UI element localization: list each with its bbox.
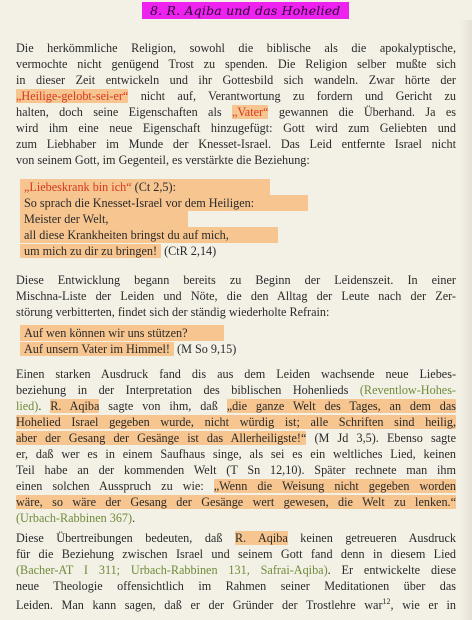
- footnote-marker[interactable]: 12: [382, 597, 391, 606]
- p3-line-2: [16, 382, 456, 398]
- p3-line-5-rest: (M Jd 3,5). Ebenso sagte: [306, 431, 456, 445]
- p3-line-8-a: einen solchen Ausspruch zu wie:: [16, 479, 214, 493]
- quote-allerheiligste: aber der Gesang der Gesänge ist das Allerheiligste!“: [16, 431, 307, 445]
- p4-line-5-text: Leiden. Man kann sagen, daß er der Gründer der Trostlehre war: [16, 598, 383, 613]
- quote1-red: „Liebeskrank bin ich“: [24, 180, 132, 194]
- p3-line-6: er, daß wer es in einem Saufhaus singe, als sei es ein weltliches Lied, keinen: [16, 447, 456, 461]
- quote2-line-1: Auf wen können wir uns stützen?: [20, 325, 224, 341]
- p3-line-3-b: sagte von ihm, daß: [99, 399, 227, 413]
- name-r-aqiba: R. Aqiba: [50, 399, 100, 413]
- p3-line-3: [16, 398, 456, 414]
- quote1-line-4: all diese Krankheiten bringst du auf mich,: [20, 227, 278, 243]
- ref-reventlow: (Reventlow-Hohes-: [359, 383, 456, 397]
- p1-line-3: in dieser Zeit entwickeln und ihr Gottesbild sich wandeln. Zwar hörte der: [16, 73, 456, 87]
- quote-ganze-welt: „die ganze Welt des Tages, an dem das: [226, 399, 456, 413]
- p3-line-5: [16, 430, 456, 446]
- p4-line-1: [16, 530, 456, 546]
- p4-line-3: [16, 562, 456, 578]
- p1-line-1: Die herkömmliche Religion, sowohl die biblische als die apokalyptische,: [16, 41, 456, 55]
- p2-line-3: störung verbitterten, findet sich der ständig wiederholte Refrain:: [16, 305, 330, 319]
- p4-line-2: für die Beziehung zwischen Israel und seinem Gott fand denn in diesem Lied: [16, 547, 456, 561]
- section-heading: 8. R. Aqiba und das Hohelied: [142, 2, 349, 19]
- quote1-line-1: [20, 179, 270, 195]
- p1-line-7: zum Liebhaber im Munde der Knesset-Israel. Das Leid entfernte Israel nicht: [16, 137, 456, 151]
- p1-line-2: vermochte nicht genügend Trost zu spenden. Die Religion selber mußte sich: [16, 57, 456, 71]
- quote1-line-5-text: um mich zu dir zu bringen!: [20, 244, 161, 258]
- p1-line-5-b: gewannen die Überhand. Ja es: [268, 105, 456, 119]
- quote1-line-3: Meister der Welt,: [20, 211, 188, 227]
- p4-line-5-end: , wie er in: [390, 598, 456, 613]
- quote-weisung: „Wenn die Weisung nicht gegeben worden: [213, 479, 456, 493]
- quote2-line-2: [20, 341, 320, 357]
- page-edge: [460, 20, 472, 620]
- p4-line-5: [16, 594, 456, 613]
- quote1-line-5: [20, 243, 320, 259]
- quote-gesang-lenken: wäre, so wäre der Gesang der Gesänge wert gewesen, die Welt zu lenken.“: [16, 495, 456, 509]
- p1-line-4: [16, 88, 456, 104]
- quote-vater: „Vater“: [231, 105, 269, 119]
- p2-line-2: Mischna-Liste der Leiden und Nöte, die den Alltag der Leute nach der Zer-: [16, 289, 456, 303]
- p3-line-3-a: .: [38, 399, 51, 413]
- p4-line-3-rest: . Er entwickelte diese: [327, 563, 457, 577]
- quote2-line-2-text: Auf unsern Vater im Himmel!: [20, 342, 174, 356]
- quote-heilige: „Heilige-gelobt-sei-er“: [16, 89, 129, 103]
- p3-line-7: Teil habe an der kommenden Welt (T Sn 12,10). Später rechnete man ihm: [16, 463, 456, 477]
- quote2-line-2-ref: (M So 9,15): [174, 342, 237, 356]
- p1-line-5-a: halten, doch seine Eigenschaften als: [16, 105, 232, 119]
- p1-line-8: von seinem Gott, im Gegenteil, es verstärkte die Beziehung:: [16, 153, 310, 167]
- p1-line-4-rest: nicht auf, Verantwortung zu fordern und Gericht zu: [128, 89, 456, 103]
- p1-line-6: wird ihm eine neue Eigenschaft hinzugefügt: Gott wird zum Geliebten und: [16, 121, 456, 135]
- p4-line-1-b: keinen getreueren Ausdruck: [287, 531, 456, 545]
- p3-line-10: [16, 510, 456, 526]
- name-r-aqiba-2: R. Aqiba: [234, 531, 288, 545]
- ref-urbach-367: (Urbach-Rabbinen 367): [16, 511, 133, 525]
- p3-line-9: [16, 494, 456, 510]
- p1-line-5: [16, 104, 456, 120]
- p3-line-4: [16, 414, 456, 430]
- p4-line-1-a: Diese Übertreibungen bedeuten, daß: [16, 531, 235, 545]
- ref-reventlow-end: lied): [16, 399, 39, 413]
- quote1-line-5-ref: (CtR 2,14): [161, 244, 217, 258]
- p3-line-8: [16, 478, 456, 494]
- p3-line-1: Einen starken Ausdruck fand dis aus dem Leiden wachsende neue Liebes-: [16, 367, 456, 381]
- p3-line-2-a: beziehung in der Interpretation des biblischen Hohenlieds: [16, 383, 360, 397]
- p2-line-1: Diese Entwicklung begann bereits zu Beginn der Leidenszeit. In einer: [16, 273, 456, 287]
- quote-hohelied: Hohelied Israel gegeben wurde, nicht würdig ist; alle Schriften sind heilig,: [16, 415, 456, 429]
- quote1-line-2: So sprach die Knesset-Israel vor dem Heiligen:: [20, 195, 308, 211]
- p3-line-10-rest: .: [132, 511, 136, 525]
- p4-line-4: neue Theologie offensichtlich im Rahmen seiner Meditationen über das: [16, 579, 456, 593]
- quote1-ref: (Ct 2,5):: [131, 180, 176, 194]
- ref-bacher-urbach-safrai: (Bacher-AT I 311; Urbach-Rabbinen 131, Safrai-Aqiba): [16, 563, 328, 577]
